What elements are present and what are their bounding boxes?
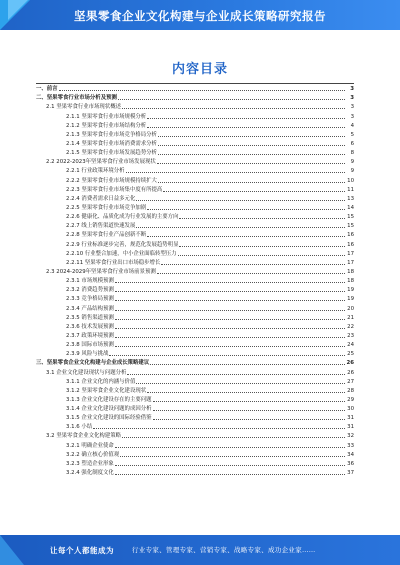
toc-entry-label: 2.2.2 坚果零食行业市场规模持续扩大 (66, 177, 157, 184)
toc-entry[interactable] (36, 212, 354, 221)
toc-dot-leader (122, 436, 345, 438)
toc-entry[interactable] (36, 459, 354, 468)
toc-entry-label: 2.2 2022-2023年坚果零食行业市场发展现状 (46, 159, 156, 166)
toc-entry-page: 18 (347, 268, 354, 275)
toc-entry-page: 32 (347, 433, 354, 440)
toc-entry-label: 2.2.9 行业标准逐步完善，规范化发展趋势明显 (66, 241, 179, 248)
toc-entry-label: 3.1 企业文化建设现状与问题分析 (46, 369, 127, 376)
toc-entry-label: 2.3.7 政策环境预测 (66, 332, 114, 339)
toc-entry-page: 26 (346, 360, 354, 367)
toc-entry[interactable] (36, 249, 354, 258)
toc-entry[interactable] (36, 258, 354, 267)
toc-dot-leader (126, 171, 345, 173)
toc-entry-page: 6 (350, 140, 354, 147)
toc-entry[interactable] (36, 276, 354, 285)
toc-dot-leader (158, 153, 345, 155)
toc-dot-leader (178, 254, 345, 256)
toc-entry[interactable] (36, 194, 354, 203)
toc-entry-label: 2.3.5 销售渠道预测 (66, 314, 114, 321)
toc-dot-leader (147, 126, 345, 128)
toc-entry-page: 21 (347, 314, 354, 321)
toc-entry-label: 2.2.3 坚果零食行业市场集中度有所提高 (66, 186, 163, 193)
toc-entry[interactable] (36, 313, 354, 322)
toc-entry-page: 31 (347, 424, 354, 431)
toc-dot-leader (115, 464, 345, 466)
toc-entry-label: 3.1.2 坚果零食企业文化建设现状 (66, 387, 147, 394)
toc-dot-leader (161, 263, 345, 265)
toc-entry-page: 16 (347, 232, 354, 239)
toc-entry[interactable] (36, 358, 354, 367)
toc-entry-label: 3.1.4 企业文化建设问题的成因分析 (66, 406, 152, 413)
toc-entry-label: 3.2.4 强化制度文化 (66, 470, 114, 477)
table-of-contents (36, 84, 354, 477)
toc-entry[interactable] (36, 395, 354, 404)
toc-entry-page: 19 (347, 287, 354, 294)
toc-entry[interactable] (36, 175, 354, 184)
toc-dot-leader (115, 281, 345, 283)
toc-entry-page: 18 (347, 278, 354, 285)
toc-entry-label: 2.2.8 坚果零食行业产品创新不断 (66, 232, 147, 239)
toc-dot-leader (115, 345, 345, 347)
toc-entry-page: 17 (347, 250, 354, 257)
toc-entry[interactable] (36, 404, 354, 413)
toc-entry[interactable] (36, 294, 354, 303)
toc-entry-label: 3.2.3 塑造企业形象 (66, 460, 114, 467)
toc-dot-leader (163, 190, 345, 192)
toc-entry-page: 25 (347, 351, 354, 358)
toc-dot-leader (118, 98, 345, 100)
toc-entry[interactable] (36, 148, 354, 157)
toc-heading: 内容目录 (171, 62, 228, 77)
toc-dot-leader (115, 473, 345, 475)
toc-dot-leader (147, 208, 345, 210)
toc-entry[interactable] (36, 450, 354, 459)
toc-entry-page: 29 (347, 396, 354, 403)
toc-entry-label: 三、坚果零食企业文化构建与企业成长策略建议 (36, 360, 150, 367)
toc-entry-label: 2.2.11 坚果零食行业出口市场稳步增长 (66, 259, 161, 266)
toc-entry[interactable] (36, 331, 354, 340)
toc-entry[interactable] (36, 139, 354, 148)
toc-entry-label: 3.1.1 企业文化的内涵与价值 (66, 378, 136, 385)
report-title: 坚果零食企业文化构建与企业成长策略研究报告 (74, 9, 326, 23)
toc-entry-page: 31 (347, 415, 354, 422)
toc-entry-page: 34 (347, 451, 354, 458)
toc-entry[interactable] (36, 431, 354, 440)
toc-dot-leader (59, 89, 345, 91)
toc-entry-label: 3.1.6 小结 (66, 424, 93, 431)
toc-entry-label: 2.2.5 坚果零食行业市场竞争加剧 (66, 204, 147, 211)
toc-entry-page: 9 (350, 168, 354, 175)
toc-entry[interactable] (36, 93, 354, 102)
toc-entry[interactable] (36, 221, 354, 230)
toc-entry-page: 5 (350, 131, 354, 138)
toc-entry-label: 2.2.7 线上销售渠道快速发展 (66, 223, 136, 230)
toc-dot-leader (115, 299, 345, 301)
toc-entry-page: 15 (347, 214, 354, 221)
toc-entry-page: 16 (347, 241, 354, 248)
toc-dot-leader (157, 162, 345, 164)
toc-entry-page: 30 (347, 406, 354, 413)
footer-roles: 行业专家、管理专家、营销专家、战略专家、成功企业家…… (132, 546, 316, 554)
toc-entry-label: 2.1.5 坚果零食行业市场发展趋势分析 (66, 150, 157, 157)
toc-dot-leader (158, 144, 345, 146)
toc-entry[interactable] (36, 303, 354, 312)
toc-dot-leader (147, 391, 345, 393)
toc-entry-label: 3.2.1 明确企业使命 (66, 442, 114, 449)
toc-entry-page: 19 (347, 296, 354, 303)
toc-dot-leader (179, 217, 345, 219)
toc-entry[interactable] (36, 102, 354, 111)
toc-dot-leader (115, 309, 345, 311)
toc-entry-page: 27 (347, 378, 354, 385)
page-header-banner (0, 0, 400, 30)
toc-entry[interactable] (36, 84, 354, 93)
toc-entry[interactable] (36, 340, 354, 349)
toc-entry-label: 2.2.10 行业整合加速，中小企业面临转型压力 (66, 250, 177, 257)
toc-dot-leader (147, 117, 345, 119)
toc-entry-page: 23 (347, 332, 354, 339)
toc-entry[interactable] (36, 349, 354, 358)
toc-entry-page: 28 (347, 387, 354, 394)
toc-dot-leader (158, 135, 345, 137)
toc-entry[interactable] (36, 166, 354, 175)
toc-dot-leader (136, 199, 345, 201)
toc-dot-leader (153, 400, 345, 402)
toc-entry[interactable] (36, 377, 354, 386)
toc-entry-label: 2.1.4 坚果零食行业市场消费需求分析 (66, 140, 157, 147)
toc-entry[interactable] (36, 413, 354, 422)
toc-dot-leader (109, 354, 345, 356)
toc-entry-page: 13 (347, 195, 354, 202)
toc-dot-leader (120, 455, 345, 457)
toc-entry-page: 17 (347, 259, 354, 266)
toc-entry-label: 2.3.2 消费趋势预测 (66, 287, 114, 294)
toc-entry-label: 2.2.1 行业政策环境分析 (66, 168, 125, 175)
toc-dot-leader (157, 272, 345, 274)
toc-entry[interactable] (36, 267, 354, 276)
toc-dot-leader (115, 336, 345, 338)
toc-entry[interactable] (36, 322, 354, 331)
toc-entry-label: 一、前言 (36, 86, 58, 93)
toc-entry-label: 2.3.8 国际市场预测 (66, 342, 114, 349)
toc-dot-leader (93, 427, 345, 429)
toc-entry-label: 2.3.1 市场规模预测 (66, 278, 114, 285)
toc-entry-page: 33 (347, 442, 354, 449)
toc-dot-leader (179, 245, 345, 247)
toc-dot-leader (158, 181, 345, 183)
footer-decoration (0, 535, 24, 565)
toc-entry-page: 20 (347, 305, 354, 312)
toc-entry-page: 3 (350, 95, 354, 102)
toc-dot-leader (150, 363, 345, 365)
toc-entry-page: 37 (347, 470, 354, 477)
toc-entry-label: 3.2.2 确立核心价值观 (66, 451, 120, 458)
toc-entry[interactable] (36, 468, 354, 477)
toc-entry[interactable] (36, 239, 354, 248)
toc-entry-label: 2.1.1 坚果零食行业市场规模分析 (66, 113, 147, 120)
toc-entry-page: 15 (347, 223, 354, 230)
toc-entry-label: 2.2.4 消费者需求日益多元化 (66, 195, 136, 202)
toc-dot-leader (115, 327, 345, 329)
toc-entry[interactable] (36, 367, 354, 376)
toc-entry[interactable] (36, 185, 354, 194)
toc-entry[interactable] (36, 440, 354, 449)
toc-entry-label: 2.3.4 产品结构预测 (66, 305, 114, 312)
toc-entry-page: 26 (347, 369, 354, 376)
toc-entry-label: 2.1.2 坚果零食行业市场结构分析 (66, 122, 147, 129)
toc-entry-page: 24 (347, 342, 354, 349)
toc-entry-label: 2.3.9 风险与挑战 (66, 351, 109, 358)
toc-dot-leader (127, 373, 345, 375)
toc-dot-leader (153, 409, 345, 411)
toc-entry[interactable] (36, 203, 354, 212)
toc-entry-label: 二、坚果零食行业市场分析及预测 (36, 95, 117, 102)
toc-dot-leader (153, 418, 345, 420)
toc-entry-page: 22 (347, 323, 354, 330)
footer-slogan: 让每个人都能成为 (50, 546, 114, 555)
toc-entry[interactable] (36, 121, 354, 130)
toc-entry-page: 3 (350, 86, 354, 93)
toc-entry-label: 2.1 坚果零食行业市场现状概述 (46, 104, 121, 111)
toc-entry[interactable] (36, 285, 354, 294)
page-footer-banner (0, 535, 400, 565)
toc-entry[interactable] (36, 111, 354, 120)
toc-entry-label: 2.3.6 技术发展预测 (66, 323, 114, 330)
toc-entry-label: 2.2.6 健康化、品质化成为行业发展的主要方向 (66, 214, 179, 221)
toc-entry-page: 11 (347, 186, 354, 193)
toc-dot-leader (147, 235, 345, 237)
toc-dot-leader (115, 290, 345, 292)
toc-entry-label: 3.2 坚果零食企业文化构建策略 (46, 433, 121, 440)
toc-entry-label: 2.3.3 竞争格局预测 (66, 296, 114, 303)
toc-entry-page: 36 (347, 460, 354, 467)
toc-entry[interactable] (36, 230, 354, 239)
toc-entry-label: 2.3 2024-2029年坚果零食行业市场前景预测 (46, 268, 156, 275)
toc-entry-label: 3.1.5 企业文化建设的国际经验借鉴 (66, 415, 152, 422)
toc-dot-leader (115, 446, 345, 448)
toc-entry[interactable] (36, 386, 354, 395)
toc-entry[interactable] (36, 422, 354, 431)
toc-entry-page: 14 (347, 204, 354, 211)
toc-entry[interactable] (36, 130, 354, 139)
toc-entry-page: 10 (347, 177, 354, 184)
toc-dot-leader (115, 318, 345, 320)
toc-entry-page: 3 (350, 104, 354, 111)
toc-dot-leader (122, 107, 345, 109)
toc-entry-page: 9 (350, 159, 354, 166)
toc-entry-label: 3.1.3 企业文化建设存在的主要问题 (66, 396, 152, 403)
toc-entry-page: 4 (350, 122, 354, 129)
toc-entry-label: 2.1.3 坚果零食行业市场竞争格局分析 (66, 131, 157, 138)
toc-dot-leader (136, 226, 345, 228)
toc-dot-leader (136, 382, 345, 384)
toc-entry[interactable] (36, 157, 354, 166)
toc-entry-page: 8 (350, 150, 354, 157)
toc-entry-page: 3 (350, 113, 354, 120)
